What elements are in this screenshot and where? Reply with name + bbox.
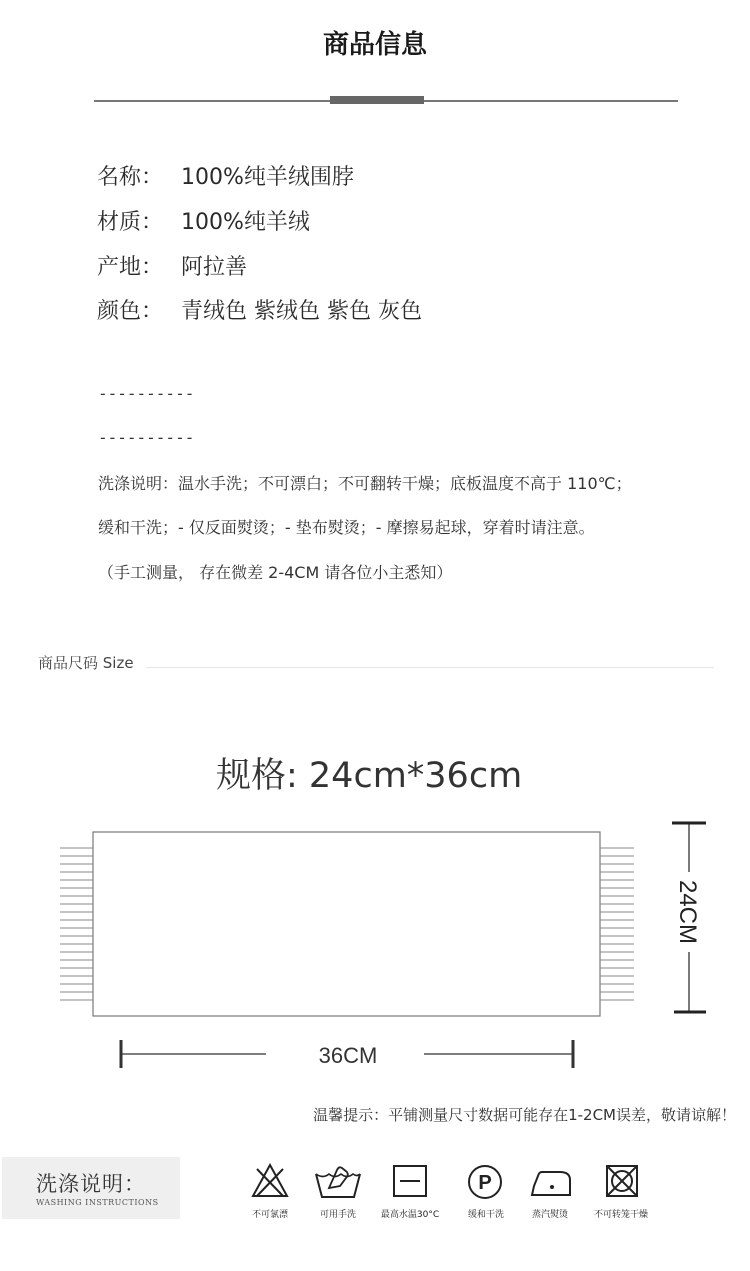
hand-wash-icon [313,1162,363,1200]
spec-value: 阿拉善 [181,255,248,280]
icon-label: 缓和干洗 [467,1210,504,1220]
dash-divider: ---------- [98,384,195,403]
icon-label: 不可转笼干燥 [593,1210,648,1220]
spec-label: 颜色： [97,299,164,324]
scarf-outline [93,832,600,1016]
icon-label: 最高水温30°C [380,1210,440,1220]
spec-row-name [97,160,354,191]
measure-note: （手工测量， 存在微差 2-4CM 请各位小主悉知） [98,563,453,582]
washing-subtitle: WASHING INSTRUCTIONS [36,1198,159,1207]
scarf-fringe-left [60,848,93,1000]
spec-row-material [97,205,310,236]
spec-value: 100%纯羊绒围脖 [181,165,354,190]
spec-row-color [97,294,422,325]
width-label: 36CM [318,1043,378,1068]
gentle-dry-clean-icon [466,1163,504,1201]
spec-label: 名称： [97,165,164,190]
spec-label: 材质： [97,210,164,235]
steam-iron-icon [530,1166,572,1198]
care-text-line: 缓和干洗；- 仅反面熨烫；- 垫布熨烫；- 摩擦易起球，穿着时请注意。 [98,518,595,537]
height-label: 24CM [674,879,701,945]
care-text-line: 洗涤说明：温水手洗；不可漂白；不可翻转干燥；底板温度不高于 110℃； [98,474,632,493]
dry-clean-symbol: P [478,1172,492,1194]
title-divider-accent [330,96,424,104]
spec-row-origin [97,250,247,281]
size-spec: 规格: 24cm*36cm [216,756,523,796]
spec-value: 青绒色 紫绒色 紫色 灰色 [181,299,422,324]
no-tumble-dry-icon [605,1164,639,1198]
size-heading-rule [146,667,714,668]
washing-title: 洗涤说明： [36,1172,146,1196]
measurement-tip: 温馨提示：平铺测量尺寸数据可能存在1-2CM误差，敬请谅解！ [313,1106,736,1124]
spec-label: 产地： [97,255,164,280]
dash-divider: ---------- [98,428,195,447]
scarf-diagram [0,800,750,1090]
icon-label: 蒸汽熨烫 [531,1210,568,1220]
page-title: 商品信息 [322,30,427,60]
icon-label: 不可氯漂 [251,1210,288,1220]
spec-value: 100%纯羊绒 [181,210,310,235]
scarf-fringe-right [600,848,634,1000]
icon-label: 可用手洗 [319,1210,356,1220]
size-heading: 商品尺码 Size [38,654,134,672]
no-bleach-icon [251,1163,289,1199]
max-temp-icon [392,1164,428,1198]
